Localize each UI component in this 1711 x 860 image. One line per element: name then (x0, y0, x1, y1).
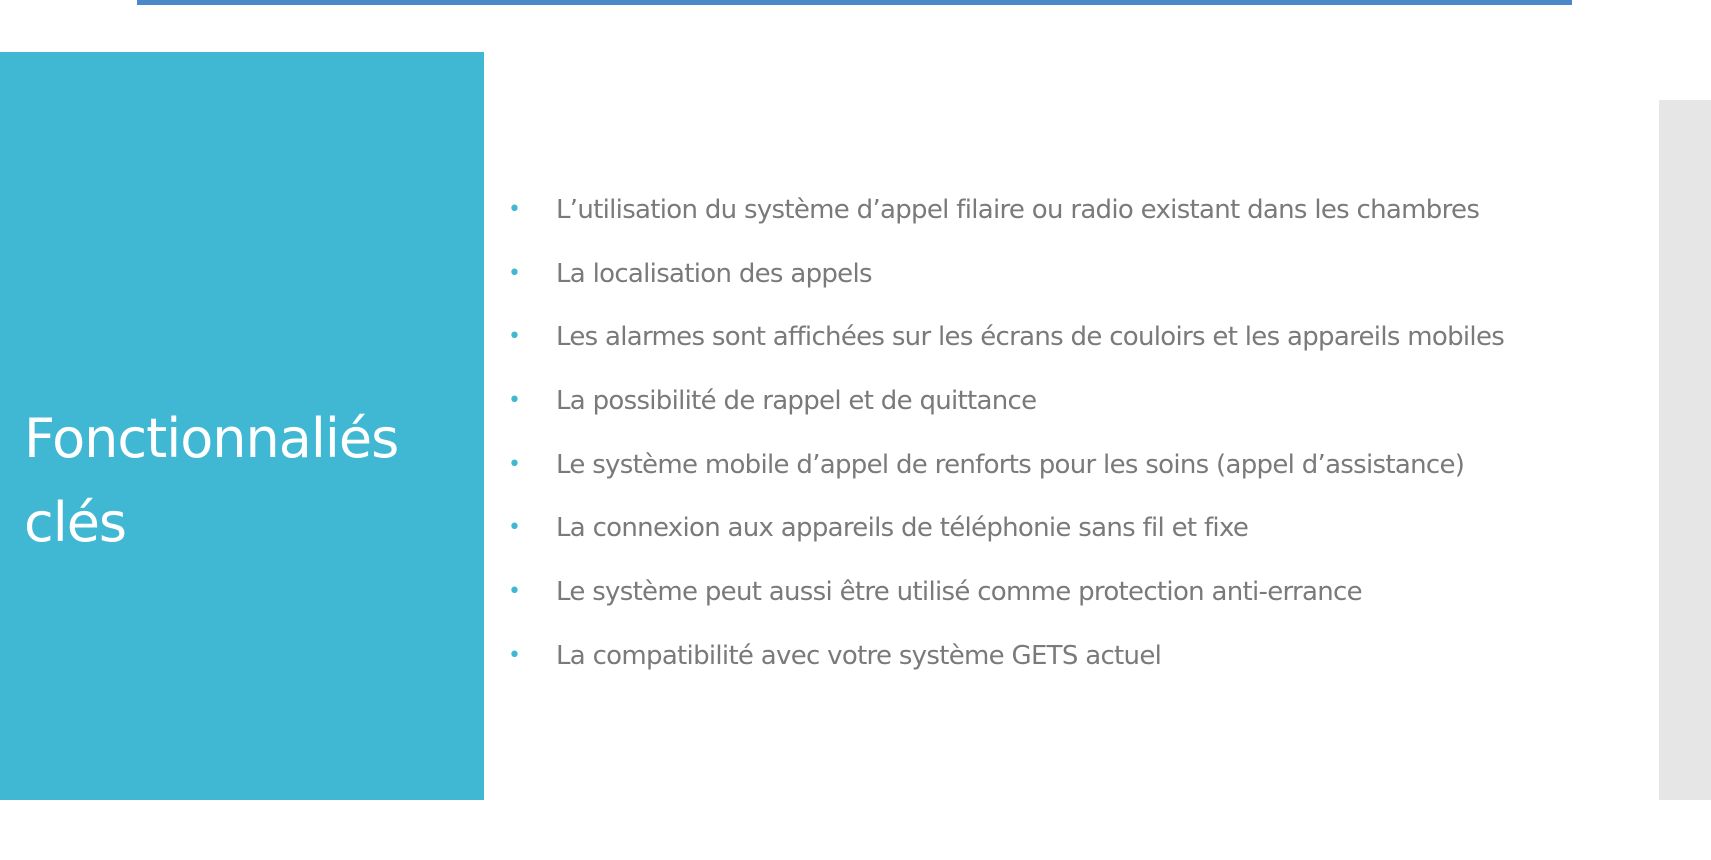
list-item (508, 313, 1658, 377)
top-accent-rule (137, 0, 1572, 5)
bullet-dot-icon: • (508, 515, 521, 541)
title-panel (0, 52, 484, 800)
bullet-dot-icon: • (508, 388, 521, 414)
bullet-dot-icon: • (508, 260, 521, 286)
list-item-text: Les alarmes sont affichées sur les écrans de couloirs et les appareils mobiles (556, 322, 1505, 353)
slide-title: Fonctionnaliés clés (24, 407, 399, 554)
list-item (508, 441, 1658, 505)
list-item (508, 186, 1658, 250)
list-item (508, 504, 1658, 568)
list-item (508, 632, 1658, 696)
list-item-text: L’utilisation du système d’appel filaire ou radio existant dans les chambres (556, 195, 1480, 225)
bullet-dot-icon: • (508, 324, 521, 350)
list-item-text: Le système mobile d’appel de renforts pour les soins (appel d’assistance) (556, 449, 1465, 480)
bullet-dot-icon: • (508, 642, 521, 668)
list-item (508, 568, 1658, 632)
right-side-bar (1659, 100, 1711, 800)
feature-list (508, 186, 1658, 696)
list-item-text: La compatibilité avec votre système GETS actuel (556, 640, 1162, 671)
list-item (508, 250, 1658, 314)
list-item-text: La localisation des appels (556, 258, 872, 289)
bullet-dot-icon: • (508, 579, 521, 605)
bullet-dot-icon: • (508, 197, 521, 222)
list-item-text: Le système peut aussi être utilisé comme protection anti-errance (556, 577, 1362, 608)
list-item-text: La connexion aux appareils de téléphonie sans fil et fixe (556, 513, 1249, 544)
bullet-dot-icon: • (508, 451, 521, 477)
list-item-text: La possibilité de rappel et de quittance (556, 386, 1037, 417)
list-item (508, 377, 1658, 441)
